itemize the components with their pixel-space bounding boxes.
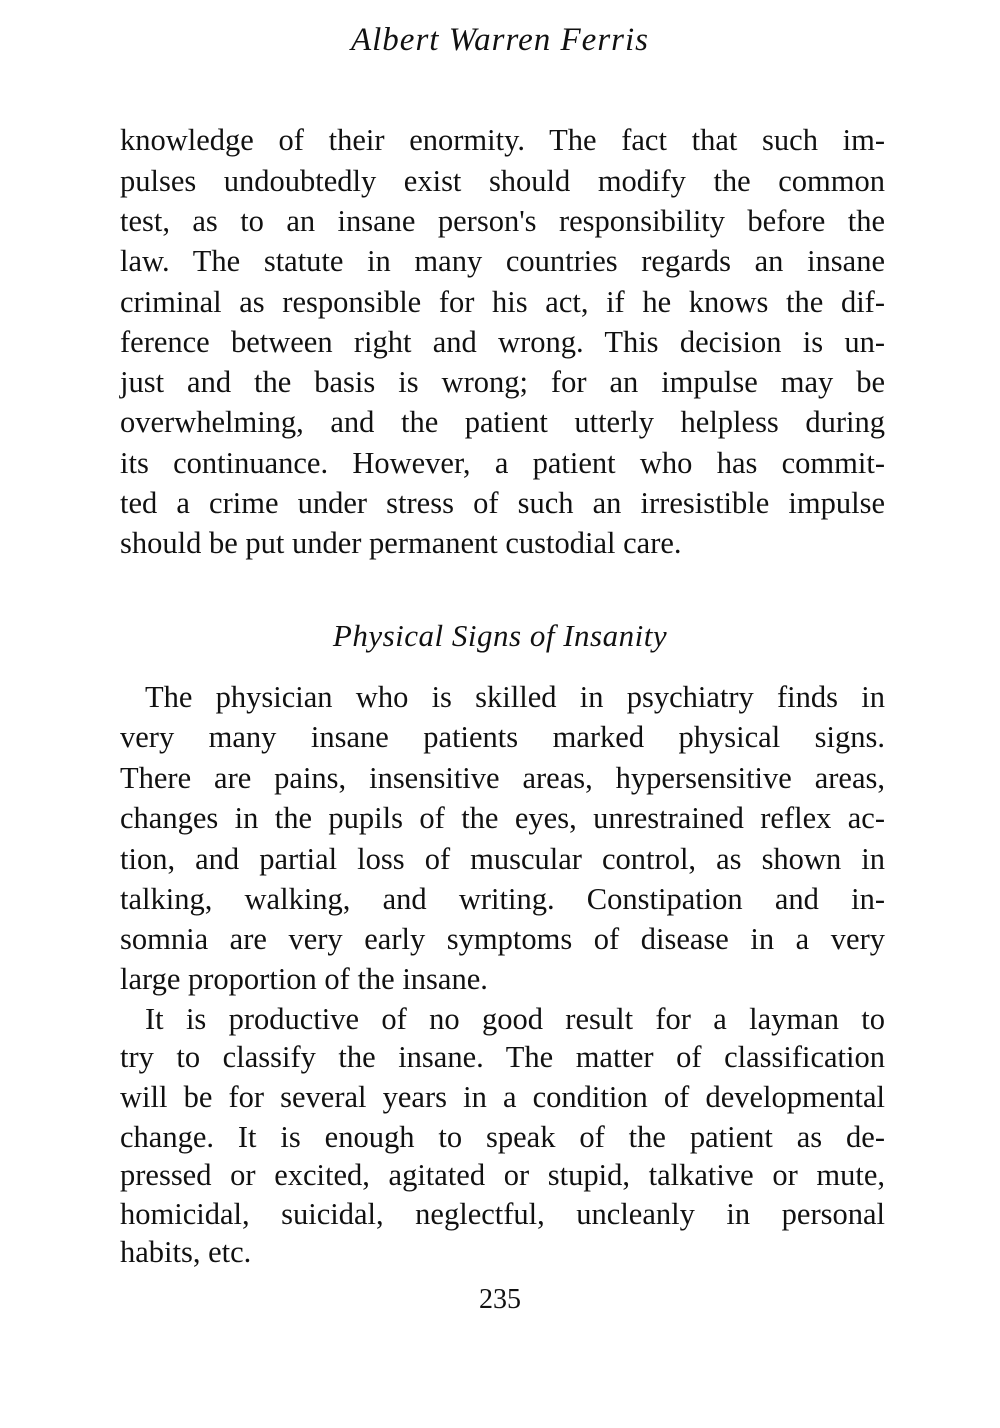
text-line: changes in the pupils of the eyes, unrestrained reflex ac-: [120, 801, 885, 835]
text-line: just and the basis is wrong; for an impulse may be: [120, 365, 885, 399]
text-line: homicidal, suicidal, neglectful, uncleanly in personal: [120, 1197, 885, 1231]
text-line: somnia are very early symptoms of disease in a very: [120, 922, 885, 956]
page-number: 235: [479, 1284, 521, 1315]
text-line: knowledge of their enormity. The fact that such im-: [120, 123, 885, 157]
section-heading: Physical Signs of Insanity: [332, 618, 668, 653]
text-line: habits, etc.: [120, 1235, 252, 1269]
text-line: its continuance. However, a patient who has commit-: [120, 446, 885, 480]
running-head: Albert Warren Ferris: [350, 22, 650, 58]
text-line: tion, and partial loss of muscular control, as shown in: [120, 842, 885, 876]
text-line: The physician who is skilled in psychiatry finds in: [145, 680, 885, 714]
text-line: will be for several years in a condition of developmental: [120, 1080, 885, 1114]
text-line: It is productive of no good result for a layman to: [145, 1002, 885, 1036]
text-line: try to classify the insane. The matter of classification: [120, 1040, 885, 1074]
text-line: pulses undoubtedly exist should modify the common: [120, 164, 885, 198]
text-line: talking, walking, and writing. Constipation and in-: [120, 882, 885, 916]
text-line: pressed or excited, agitated or stupid, talkative or mute,: [120, 1158, 885, 1192]
text-line: overwhelming, and the patient utterly helpless during: [120, 405, 885, 439]
text-line: should be put under permanent custodial care.: [120, 526, 682, 560]
text-line: very many insane patients marked physical signs.: [120, 720, 885, 754]
text-line: law. The statute in many countries regards an insane: [120, 244, 885, 278]
text-line: criminal as responsible for his act, if he knows the dif-: [120, 285, 885, 319]
text-line: change. It is enough to speak of the patient as de-: [120, 1120, 885, 1154]
text-line: ted a crime under stress of such an irresistible impulse: [120, 486, 885, 520]
text-line: ference between right and wrong. This decision is un-: [120, 325, 885, 359]
text-line: large proportion of the insane.: [120, 962, 488, 996]
text-line: test, as to an insane person's responsibility before the: [120, 204, 885, 238]
text-line: There are pains, insensitive areas, hypersensitive areas,: [120, 761, 885, 795]
